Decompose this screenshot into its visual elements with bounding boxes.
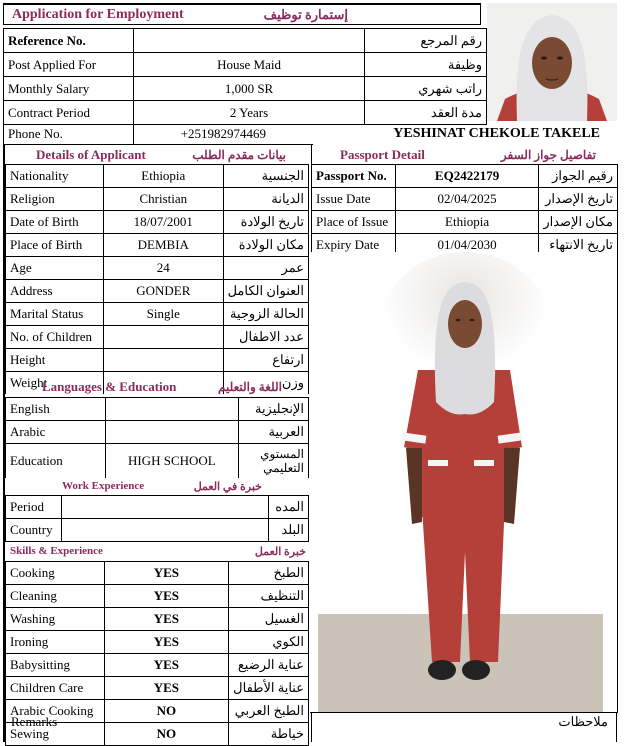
dob-label-ar: تاريخ الولادة: [223, 211, 308, 234]
table-row: [6, 585, 309, 608]
address-label: Address: [6, 280, 104, 303]
remarks-row: [3, 712, 617, 742]
age-value: 24: [104, 257, 224, 280]
table-row: [6, 421, 309, 444]
issue-date-label-ar: تاريخ الإصدار: [539, 188, 618, 211]
dob-value: 18/07/2001: [104, 211, 224, 234]
arabic-label-ar: العربية: [239, 421, 309, 444]
skill-value: YES: [104, 654, 229, 677]
dob-label: Date of Birth: [6, 211, 104, 234]
skill-label: Cleaning: [6, 585, 105, 608]
arabic-label: Arabic: [6, 421, 106, 444]
applicant-name: YESHINAT CHEKOLE TAKELE: [393, 126, 600, 141]
period-value: [61, 496, 268, 519]
full-body-photo-frame: [310, 252, 618, 713]
place-of-issue-label-ar: مكان الإصدار: [539, 211, 618, 234]
weight-label: Weight: [6, 372, 104, 395]
weight-label-ar: وزن: [223, 372, 308, 395]
skill-label-ar: التنظيف: [229, 585, 309, 608]
skill-value: NO: [104, 723, 229, 746]
form-title-ar: إستمارة توظيف: [263, 6, 348, 22]
applicant-title-en: Details of Applicant: [36, 147, 146, 162]
skill-label: Arabic Cooking: [6, 700, 105, 723]
religion-label-ar: الديانة: [223, 188, 308, 211]
languages-title-ar: اللغة والتعليم: [218, 379, 282, 394]
contract-value: 2 Years: [133, 101, 364, 125]
skill-value: YES: [104, 608, 229, 631]
children-value: [104, 326, 224, 349]
table-row: [4, 29, 487, 53]
table-row: [6, 444, 309, 479]
skill-value: YES: [104, 585, 229, 608]
languages-title-en: Languages & Education: [42, 379, 177, 394]
skill-value: YES: [104, 562, 229, 585]
age-label-ar: عمر: [223, 257, 308, 280]
passport-section-header: [340, 146, 596, 164]
salary-value: 1,000 SR: [133, 77, 364, 101]
form-title-en: Application for Employment: [12, 6, 184, 22]
pob-label-ar: مكان الولادة: [223, 234, 308, 257]
headshot-image: [487, 3, 617, 121]
table-row: [6, 211, 309, 234]
work-table: [5, 495, 309, 542]
skill-value: YES: [104, 677, 229, 700]
english-label: English: [6, 398, 106, 421]
nationality-label: Nationality: [6, 165, 104, 188]
table-row: [4, 53, 487, 77]
phone-table: [3, 124, 313, 145]
table-row: [6, 303, 309, 326]
table-row: [4, 77, 487, 101]
religion-value: Christian: [104, 188, 224, 211]
skills-title-ar: خبرة العمل: [254, 545, 306, 558]
skill-label-ar: عناية الأطفال: [229, 677, 309, 700]
passport-no-label-ar: رقيم الجواز: [539, 165, 618, 188]
country-value: [61, 519, 268, 542]
country-label: Country: [6, 519, 62, 542]
table-row: [312, 188, 618, 211]
table-row: [6, 519, 309, 542]
work-title-en: Work Experience: [62, 480, 145, 492]
address-value: GONDER: [104, 280, 224, 303]
reference-label: Reference No.: [4, 29, 134, 53]
pob-label: Place of Birth: [6, 234, 104, 257]
skill-label: Cooking: [6, 562, 105, 585]
post-label-ar: وظيفة: [365, 53, 487, 77]
skill-label-ar: الكوي: [229, 631, 309, 654]
table-row: [6, 280, 309, 303]
contract-label: Contract Period: [4, 101, 134, 125]
education-label-ar: المستوي التعليمي: [239, 444, 309, 479]
children-label: No. of Children: [6, 326, 104, 349]
table-row: [6, 349, 309, 372]
skill-value: NO: [104, 700, 229, 723]
skill-label-ar: الغسيل: [229, 608, 309, 631]
country-label-ar: البلد: [269, 519, 309, 542]
passport-no-value: EQ2422179: [395, 165, 538, 188]
skill-label: Sewing: [6, 723, 105, 746]
table-row: [6, 677, 309, 700]
table-row: [6, 562, 309, 585]
remarks-label-ar: ملاحظات: [558, 714, 608, 729]
table-row: [4, 124, 314, 144]
phone-value: +251982974469: [133, 124, 313, 144]
skill-label: Children Care: [6, 677, 105, 700]
children-label-ar: عدد الاطفال: [223, 326, 308, 349]
passport-table: [311, 164, 618, 257]
applicant-title-ar: بيانات مقدم الطلب: [192, 147, 286, 162]
period-label-ar: المده: [269, 496, 309, 519]
issue-date-label: Issue Date: [312, 188, 396, 211]
age-label: Age: [6, 257, 104, 280]
passport-title-ar: تفاصيل جواز السفر: [500, 147, 596, 162]
contract-label-ar: مدة العقد: [365, 101, 487, 125]
skill-label-ar: عناية الرضيع: [229, 654, 309, 677]
table-row: [6, 257, 309, 280]
table-row: [4, 101, 487, 125]
pob-value: DEMBIA: [104, 234, 224, 257]
table-row: [312, 165, 618, 188]
table-row: [6, 631, 309, 654]
skills-section-header: [10, 544, 306, 558]
table-row: [6, 608, 309, 631]
phone-label: Phone No.: [4, 124, 134, 144]
applicant-section-header: [36, 146, 286, 164]
languages-table: [5, 397, 309, 478]
table-row: [6, 234, 309, 257]
skills-title-en: Skills & Experience: [10, 545, 103, 557]
education-label: Education: [6, 444, 106, 479]
arabic-value: [105, 421, 239, 444]
english-value: [105, 398, 239, 421]
salary-label: Monthly Salary: [4, 77, 134, 101]
remarks-label: Remarks: [11, 714, 58, 729]
address-label-ar: العنوان الكامل: [223, 280, 308, 303]
height-label-ar: ارتفاع: [223, 349, 308, 372]
table-row: [6, 165, 309, 188]
nationality-value: Ethiopia: [104, 165, 224, 188]
expiry-date-label-ar: تاريخ الانتهاء: [539, 234, 618, 257]
height-label: Height: [6, 349, 104, 372]
work-title-ar: خبرة في العمل: [193, 480, 262, 493]
salary-label-ar: راتب شهري: [365, 77, 487, 101]
languages-section-header: [42, 378, 282, 396]
education-value: HIGH SCHOOL: [105, 444, 239, 479]
table-row: [312, 211, 618, 234]
reference-label-ar: رقم المرجع: [365, 29, 487, 53]
nationality-label-ar: الجنسية: [223, 165, 308, 188]
reference-value: [133, 29, 364, 53]
place-of-issue-label: Place of Issue: [312, 211, 396, 234]
table-row: [6, 496, 309, 519]
post-label: Post Applied For: [4, 53, 134, 77]
skill-label-ar: خياطة: [229, 723, 309, 746]
skill-value: YES: [104, 631, 229, 654]
table-row: [6, 398, 309, 421]
passport-photo: [487, 3, 617, 121]
place-of-issue-value: Ethiopia: [395, 211, 538, 234]
religion-label: Religion: [6, 188, 104, 211]
height-value: [104, 349, 224, 372]
table-row: [6, 188, 309, 211]
period-label: Period: [6, 496, 62, 519]
marital-label-ar: الحالة الزوجية: [223, 303, 308, 326]
skill-label: Washing: [6, 608, 105, 631]
skill-label-ar: الطبخ العربي: [229, 700, 309, 723]
skill-label: Babysitting: [6, 654, 105, 677]
marital-label: Marital Status: [6, 303, 104, 326]
work-section-header: [62, 479, 262, 493]
english-label-ar: الإنجليزية: [239, 398, 309, 421]
expiry-date-label: Expiry Date: [312, 234, 396, 257]
top-info-table: [3, 28, 487, 125]
passport-title-en: Passport Detail: [340, 147, 425, 162]
skill-label-ar: الطبخ: [229, 562, 309, 585]
expiry-date-value: 01/04/2030: [395, 234, 538, 257]
issue-date-value: 02/04/2025: [395, 188, 538, 211]
applicant-table: [5, 164, 309, 394]
passport-no-label: Passport No.: [312, 165, 396, 188]
marital-value: Single: [104, 303, 224, 326]
full-body-image: [310, 252, 617, 712]
table-row: [6, 654, 309, 677]
form-header: [3, 3, 481, 25]
post-value: House Maid: [133, 53, 364, 77]
table-row: [6, 326, 309, 349]
skill-label: Ironing: [6, 631, 105, 654]
